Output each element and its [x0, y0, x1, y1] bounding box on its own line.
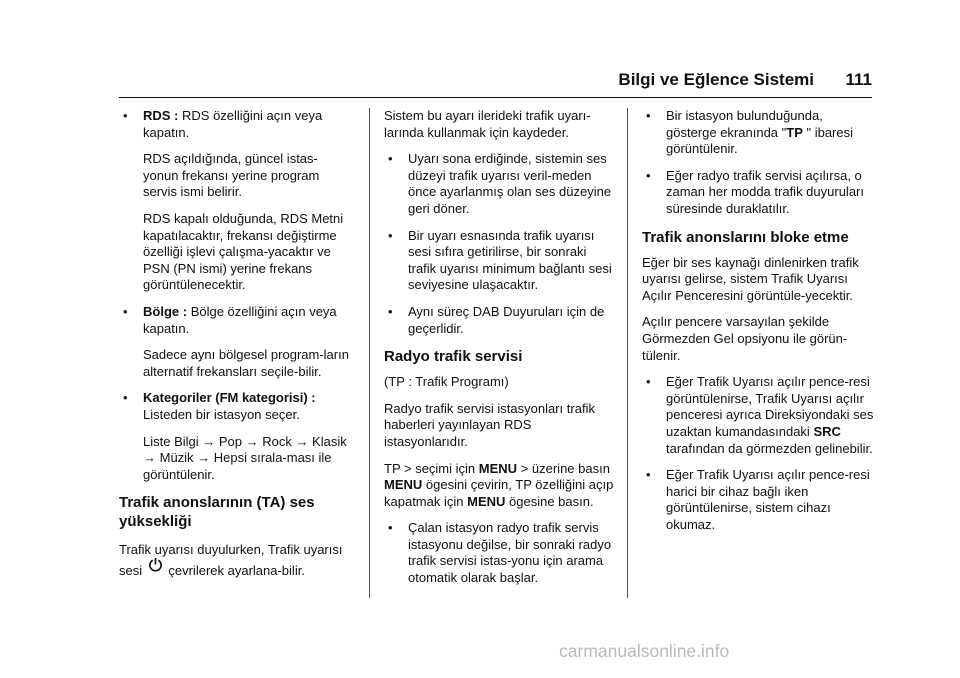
- bullet-region: [119, 304, 351, 337]
- ta-text-1: Trafik uyarısı duyulurken, Trafik uyarısı sesi: [119, 542, 343, 579]
- page-header: [0, 64, 872, 98]
- tp-sel-1: TP > seçimi için: [384, 460, 476, 476]
- tp-sel-3: ögesini çevirin, TP özelliğini açıp kapatmak için: [384, 477, 614, 509]
- bullet-text: Bir uyarı esnasında trafik uyarısı sesi sıfıra getirilirse, bir sonraki trafik uyarısı minimum bağlantı sesi seviyesine ulaşacaktır.: [408, 227, 612, 293]
- block-text: Eğer bir ses kaynağı dinlenirken trafik uyarısı gelirse, sistem Trafik Uyarısı Açılır Penceresini görüntüle-yecektir.: [642, 254, 859, 303]
- ta-volume-text: [119, 539, 351, 581]
- bullet-dab: [384, 304, 616, 337]
- bullet-dot: •: [646, 108, 651, 123]
- bullet-text-b: " ibaresi görüntülenir.: [666, 124, 854, 157]
- power-knob-icon: [148, 557, 163, 572]
- menu-key: MENU: [478, 460, 518, 476]
- bullet-external-device: [642, 467, 874, 533]
- heading-ta-volume: Trafik anonslarının (TA) ses yüksekliği: [119, 494, 315, 531]
- column-1: [119, 108, 351, 591]
- bullet-auto-search: [384, 520, 616, 586]
- bullet-dot: •: [388, 520, 393, 536]
- heading-traffic-service: Radyo trafik servisi: [384, 348, 523, 366]
- heading-block-announcements: Trafik anonslarını bloke etme: [642, 228, 849, 246]
- bullet-text-b: tarafından da görmezden gelinebilir.: [666, 440, 873, 456]
- column-2: [384, 108, 616, 597]
- tp-abbr: (TP : Trafik Programı): [384, 374, 509, 390]
- bullet-src-dismiss: [642, 374, 874, 457]
- bullet-dot: •: [646, 467, 651, 483]
- bullet-dot: •: [388, 151, 393, 167]
- rds-text: RDS özelliğini açın veya kapatın.: [143, 108, 323, 140]
- tp-sel-4: ögesine basın.: [509, 493, 594, 509]
- term-region: Bölge :: [143, 303, 188, 319]
- bullet-dot: •: [646, 374, 651, 390]
- tp-sel-2: > üzerine basın: [520, 460, 610, 476]
- term-rds: RDS :: [143, 108, 179, 123]
- category-path: Liste Bilgi → Pop → Rock → Klasik → Müzik → Hepsi sırala-ması ile görüntülenir.: [143, 433, 347, 482]
- bullet-text: Çalan istasyon radyo trafik servis istasyonu değilse, bir sonraki radyo trafik servisi istas-yonu için arama otomatik olarak başlar.: [408, 520, 612, 586]
- menu-key: MENU: [467, 493, 506, 509]
- bullet-dot: •: [388, 227, 393, 243]
- rds-on-text: RDS açıldığında, güncel istas-yonun frekansı yerine program servis ismi belirir.: [143, 151, 320, 200]
- bullet-text: Eğer radyo trafik servisi açılırsa, o zaman her modda trafik duyuruları süresinde duraklatılır.: [666, 167, 864, 216]
- bullet-pause: [642, 168, 874, 218]
- bullet-rds: [119, 108, 351, 141]
- bullet-text-a: Eğer Trafik Uyarısı açılır pence-resi görüntülenirse, Trafik Uyarısı açılır penceresi ayrıca Direksiyondaki ses uzaktan kumandasındaki: [666, 374, 874, 439]
- menu-key: MENU: [384, 477, 423, 493]
- page-number: 111: [845, 70, 872, 89]
- bullet-volume-restore: [384, 151, 616, 217]
- intro-text: Sistem bu ayarı ilerideki trafik uyarı-larında kullanmak için kaydeder.: [384, 108, 591, 140]
- term-category: Kategoriler (FM kategorisi) :: [143, 390, 316, 406]
- bullet-tp-display: [642, 108, 874, 158]
- bullet-dot: •: [123, 390, 128, 406]
- column-divider-1: [369, 108, 370, 598]
- bullet-text: Aynı süreç DAB Duyuruları için de geçerlidir.: [408, 303, 605, 336]
- bullet-dot: •: [388, 303, 393, 319]
- bullet-category: [119, 390, 351, 423]
- bullet-dot: •: [123, 108, 128, 123]
- region-note: Sadece aynı bölgesel program-ların alternatif frekansları seçile-bilir.: [143, 347, 349, 379]
- watermark: carmanualsonline.info: [559, 641, 730, 661]
- tp-selection: [384, 461, 616, 511]
- bullet-volume-zero: [384, 228, 616, 294]
- src-key: SRC: [813, 423, 841, 439]
- rds-off-text: RDS kapalı olduğunda, RDS Metni kapatılacaktır, frekansı değiştirme özelliği işlevi çalışma-yacaktır ve PSN (PN ismi) yerine frekans görüntülenecektir.: [143, 210, 344, 293]
- bullet-text-a: Bir istasyon bulunduğunda, gösterge ekranında ": [666, 108, 823, 140]
- bullet-dot: •: [646, 167, 651, 183]
- region-text: Bölge özelliğini açın veya kapatın.: [143, 303, 337, 336]
- tp-key: TP: [786, 124, 803, 140]
- category-text: Listeden bir istasyon seçer.: [143, 406, 300, 422]
- tp-text: Radyo trafik servisi istasyonları trafik haberleri yayınlayan RDS istasyonlarıdır.: [384, 400, 595, 449]
- bullet-text: Eğer Trafik Uyarısı açılır pence-resi harici bir cihaz bağlı iken görüntülenirse, sistem cihazı okumaz.: [666, 467, 870, 532]
- ta-text-2: çevrilerek ayarlana-bilir.: [168, 563, 305, 579]
- header-rule: [119, 97, 872, 98]
- block-default: Açılır pencere varsayılan şekilde Görmezden Gel opsiyonu ile görün-tülenir.: [642, 314, 848, 363]
- column-divider-2: [627, 108, 628, 598]
- column-3: [642, 108, 874, 543]
- header-title: Bilgi ve Eğlence Sistemi: [618, 70, 814, 89]
- bullet-dot: •: [123, 303, 128, 319]
- bullet-text: Uyarı sona erdiğinde, sistemin ses düzeyi trafik uyarısı veril-meden önce ayarlanmış olan ses düzeyine geri döner.: [408, 151, 612, 216]
